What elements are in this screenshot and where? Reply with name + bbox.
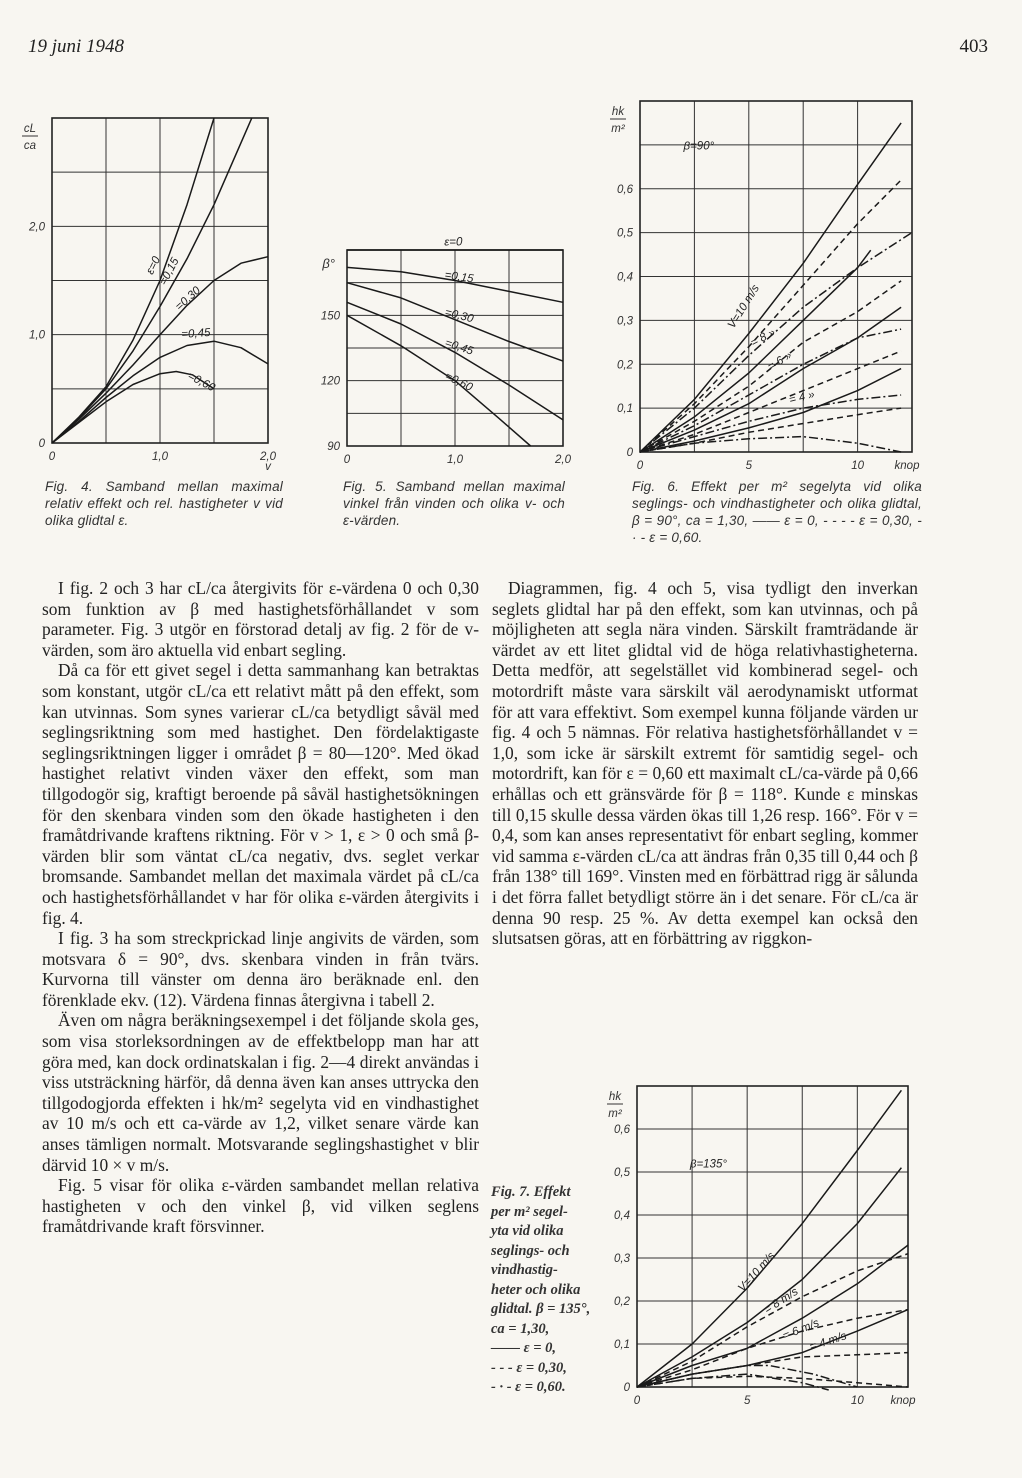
fig7-curve-label: V=10 m/s [736,1250,778,1295]
fig6-x-tick-label: 5 [745,460,753,472]
fig7-x-axis-label: knop [890,1395,916,1407]
fig6-series-line [640,123,901,452]
fig7-y-tick-label: 0,1 [614,1339,630,1351]
fig5-curve-label: =0,30 [443,306,475,326]
fig7-caption-line: per m² segel- [491,1203,568,1220]
fig7-caption-line: heter och olika [491,1281,581,1298]
fig5-caption: Fig. 5. Samband mellan maximal vinkel från vinden och olika v- och ε-värden. [343,479,565,528]
fig6-y-tick-label: 0,2 [617,359,633,372]
fig6-curve-label: = 6 » [765,349,795,374]
fig7-curve-label: = 8 m/s [762,1285,801,1317]
fig5-y-axis-label: β° [322,256,335,271]
fig5-y-tick-label: 120 [320,375,340,388]
fig7-y-tick-label: 0 [623,1382,630,1394]
fig4-y-axis-label-denominator: ca [23,140,37,152]
fig6-y-tick-label: 0 [626,447,633,459]
fig5-curve-label: =0,15 [443,269,475,286]
fig7-caption-line: Fig. 7. Effekt [491,1184,571,1200]
fig4-x-axis-label: v [265,461,271,473]
fig7-series-line [637,1353,908,1387]
paragraph: I fig. 3 ha som streckprickad linje angivits de värden, som motsvara δ = 90°, dvs. skenbara vinden in från tvärs. Kurvorna till vänster om denna äro beräknade enl. den förenklade ekv. (12). Värdena finnas återgivna i tabell 2. [42,928,479,1010]
fig7-series-line [637,1254,908,1387]
fig6-curve-label: = 4 » [787,388,817,407]
page-number: 403 [959,36,988,57]
fig6-series-line [640,233,912,452]
fig7-y-tick-label: 0,3 [614,1253,630,1265]
fig7-x-tick-label: 0 [633,1395,641,1407]
paragraph: Då ca för ett givet segel i detta sammanhang kan betraktas som konstant, utgör cL/ca ett relativt mått på den effekt, som kan utvinnas. Som synes varierar cL/ca betydligt såväl med seglingsriktning som med hastighet. Den fördelaktigaste seglingsriktningen ligger i området β = 80—120°. Med ökad hastighet relativt vinden växer den effekt, som man tillgodogör sig, kraftigt beroende på såväl hastighetsökningen för den skenbara vinden som den ökade hastigheten i den framåtdrivande kraftens riktning. För v > 1, ε > 0 och små β-värden blir som väntat cL/ca negativ, dvs. seglet verkar bromsande. Sambandet mellan det maximala värdet på cL/ca och hastighetsförhållandet v har för olika ε-värden återgivits i fig. 4. [42,660,479,928]
fig6-curve-label: V=10 m/s [725,282,763,331]
fig7-caption-line: seglings- och [491,1242,570,1259]
fig7-series-line [637,1168,901,1387]
fig7-y-axis-label-numerator: hk [608,1091,622,1103]
fig6-curve-label: = 8 » [748,326,778,350]
fig7-caption-line: ca = 1,30, [491,1320,550,1337]
fig6-y-axis-label-denominator: m² [611,123,625,135]
fig6-series-line [640,180,901,452]
fig4-y-tick-label: 0 [38,438,45,450]
body-column-right [492,578,918,949]
fig4-curve-label: =0,15 [157,255,182,288]
paragraph: Även om några beräkningsexempel i det följande skola ges, som visa storleksordningen av de effektbelopp man har att göra med, kan dock ordinatskalan i fig. 2—4 direkt användas i viss utsträckning härför, då denna även kan anses uttrycka den tillgodogjorda effekten i hk/m² segelyta vid en vindhastighet av 10 m/s och ett ca-värde av 1,2, vilket senare värde kan anses tämligen normalt. Motsvarande seglingshastighet v blir därvid 10 × v m/s. [42,1010,479,1175]
fig7-caption-line: - · - ε = 0,60. [491,1379,566,1395]
fig7-y-tick-label: 0,2 [614,1296,630,1308]
fig6-y-axis-label-numerator: hk [611,106,625,118]
fig7-series-line [637,1090,901,1387]
fig7-y-tick-label: 0,4 [614,1210,630,1222]
fig4-x-tick-label: 1,0 [152,451,168,463]
fig7-curve-label: = 4 m/s [808,1330,849,1354]
fig7-x-tick-label: 10 [850,1395,864,1407]
fig6-y-tick-label: 0,1 [617,403,633,416]
fig4-curve-label: =0,45 [180,326,211,341]
fig7-y-axis-label-denominator: m² [608,1108,622,1120]
fig5-x-tick-label: 1,0 [447,454,463,466]
fig4-y-tick-label: 2,0 [29,221,45,234]
fig6-y-tick-label: 0,4 [617,271,633,284]
running-header-date: 19 juni 1948 [28,36,125,57]
fig4-curve-label: =0,60 [185,370,217,395]
fig6-curve-label: β=90° [683,140,715,153]
fig6-x-tick-label: 0 [636,460,644,472]
fig7-curve-label: = 6 m/s [781,1317,822,1343]
fig5-y-tick-label: 150 [320,310,340,323]
fig5-y-tick-label: 90 [327,441,340,453]
fig7-curve-label: β=135° [689,1158,727,1171]
fig7-caption [491,1183,615,1398]
fig5-curve-label: =0,45 [443,337,475,358]
fig4-x-tick-label: 2,0 [260,451,276,463]
fig7-y-tick-label: 0,6 [614,1124,630,1136]
paragraph: I fig. 2 och 3 har cL/ca återgivits för ε-värdena 0 och 0,30 som funktion av β med hastighetsförhållandet v som parameter. Fig. 3 utgör en förstorad detalj av fig. 2 för de v-värden, som äro aktuella vid enbart segling. [42,578,479,660]
fig4-y-axis-label-numerator: cL [23,123,37,135]
fig7-plot-frame [637,1086,908,1387]
fig6-caption: Fig. 6. Effekt per m² segelyta vid olika seglings- och vindhastigheter och olika glidtal, β = 90°, ca = 1,30, —— ε = 0, - - - - ε = 0,30, - · - ε = 0,60. [632,479,922,545]
fig5-x-tick-label: 2,0 [555,454,571,466]
fig7-y-tick-label: 0,5 [614,1167,630,1179]
fig4-caption: Fig. 4. Samband mellan maximal relativ effekt och rel. hastigheter v vid olika glidtal ε. [45,479,283,528]
fig6-y-tick-label: 0,5 [617,227,633,240]
fig7-caption-line: - - - ε = 0,30, [491,1359,567,1376]
fig5-curve-label: =0,60 [442,370,475,394]
fig7-series-line [637,1310,908,1387]
fig7-series-line [637,1310,908,1387]
fig4-curve-label: =0,30 [173,284,204,314]
fig6-y-tick-label: 0,3 [617,315,633,328]
fig5-x-tick-label: 0 [343,454,351,466]
paragraph: Diagrammen, fig. 4 och 5, visa tydligt den inverkan seglets glidtal har på den effekt, som kan utvinnas, och på möjligheten att segla nära vinden. Särskilt framträdande är värdet av ett litet glidtal vid de höga relativhastigheterna. Detta medför, att segelstället vid kombinerad segel- och motordrift måste vara särskilt väl aerodynamiskt utformat för att vara effektivt. Som exempel kunna följande värden ur fig. 4 och 5 nämnas. För relativa hastighetsförhållandet v = 1,0, som icke är särskilt extremt för samtidig segel- och motordrift, kan för ε = 0,60 ett maximalt cL/ca-värde på 0,66 erhållas och ett gränsvärde för β = 118°. Kunde ε minskas till 0,15 skulle dessa värden ökas till 1,26 resp. 166°. För v = 0,4, som kan anses representativt för enbart segling, kommer vid samma ε-värden cL/ca att ändras från 0,35 till 0,44 och β från 138° till 169°. Vinsten med en förbättrad rigg är sålunda i det förra fallet betydligt större än i det senare. För cL/ca är denna 90 resp. 25 %. Av detta exempel kan också den slutsatsen göras, att en förbättring av riggkon- [492,578,918,949]
fig7-caption-line: vindhastig- [491,1262,558,1278]
paragraph: Fig. 5 visar för olika ε-värden sambandet mellan relativa hastigheten v och den vinkel β, vid vilken seglens framåtdrivande kraft försvinner. [42,1175,479,1237]
fig7-x-tick-label: 5 [743,1395,751,1407]
fig7-caption-line: glidtal. β = 135°, [491,1301,591,1317]
fig6-x-tick-label: 10 [851,460,864,472]
fig6-y-tick-label: 0,6 [617,183,633,196]
fig5-curve-label: ε=0 [444,236,463,249]
fig4-y-tick-label: 1,0 [29,329,45,342]
fig7-caption-line: yta vid olika [491,1223,564,1239]
fig7-caption-line: —— ε = 0, [491,1340,556,1356]
fig4-curve-label: ε=0 [144,254,164,277]
fig6-x-axis-label: knop [894,460,920,472]
fig4-x-tick-label: 0 [48,451,56,463]
body-column-left [42,578,479,1237]
